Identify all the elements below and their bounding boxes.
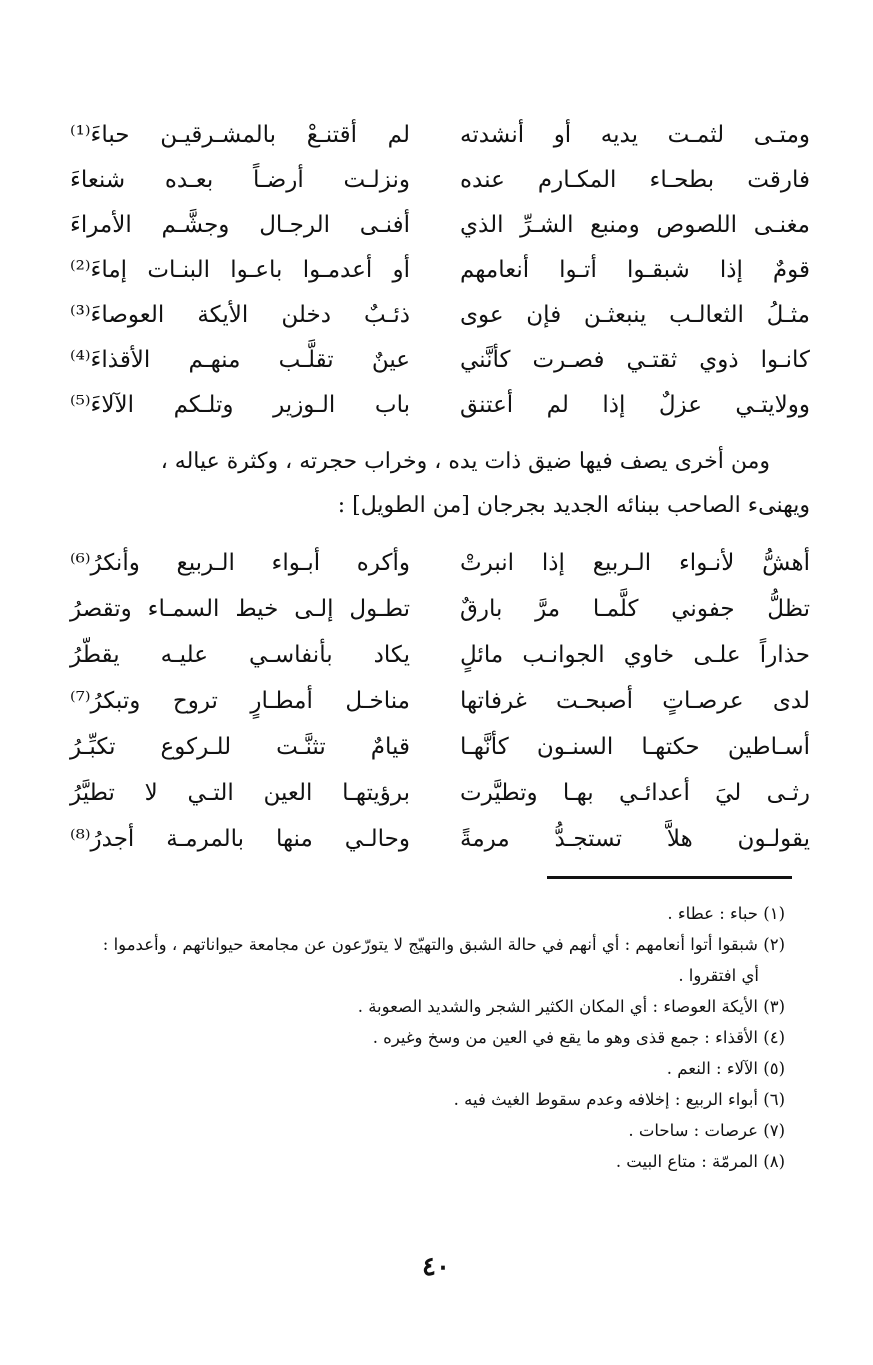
verse-second-hemistich: ونزلـت أرضـاً بعـده شنعاءَ (70, 166, 410, 193)
footnote: (٥) الآلاء : النعم . (666, 1059, 785, 1078)
verse-second-hemistich: عينٌ تقلَّـب منهـم الأقذاءَ⁽⁴⁾ (70, 346, 410, 373)
footnote: (٣) الأيكة العوصاء : أي المكان الكثير الشجر والشديد الصعوبة . (357, 997, 785, 1016)
footnote: (٧) عرصات : ساحات . (628, 1121, 785, 1140)
verse-first-hemistich: ومتـى لثمـت يديه أو أنشدته (460, 121, 810, 148)
verse (70, 157, 810, 202)
footnote: (٤) الأقذاء : جمع قذى وهو ما يقع في العين من وسخ وغيره . (372, 1028, 785, 1047)
verse-second-hemistich: باب الـوزير وتلـكم الآلاءَ⁽⁵⁾ (70, 391, 410, 418)
verse-first-hemistich: أسـاطين حكتهـا السنـون كأنَّهـا (460, 734, 810, 760)
footnote: (٨) المرمّة : متاع البيت . (615, 1152, 785, 1171)
verse-first-hemistich: قومٌ إذا شبقـوا أتـوا أنعامهم (460, 256, 810, 283)
verse-second-hemistich: وحالـي منها بالمرمـة أجدرُ⁽⁸⁾ (70, 826, 410, 852)
footnote-continuation: أي افتقروا . (678, 966, 759, 985)
verse-first-hemistich: رثـى ليَ أعدائـي بهـا وتطيَّرت (460, 780, 810, 806)
verse (70, 724, 810, 770)
verse-second-hemistich: لم أقتنـعْ بالمشـرقيـن حباءَ⁽¹⁾ (70, 121, 410, 148)
verse-second-hemistich: برؤيتهـا العين التـي لا تطيَّرُ (70, 780, 410, 806)
verse (70, 540, 810, 586)
verse (70, 247, 810, 292)
verse (70, 382, 810, 427)
verse-second-hemistich: وأكره أبـواء الـربيع وأنكرُ⁽⁶⁾ (70, 550, 410, 576)
verse-second-hemistich: أفنـى الرجـال وجشَّـم الأمراءَ (70, 211, 410, 238)
poem-first (70, 112, 810, 427)
verse-first-hemistich: يقولـون هلاَّ تستجـدُّ مرمةً (460, 826, 810, 852)
footnote: (٦) أبواء الربيع : إخلافه وعدم سقوط الغيث فيه . (453, 1090, 785, 1109)
verse-first-hemistich: مثـلُ الثعالـب ينبعثـن فإن عوى (460, 301, 810, 328)
verse-first-hemistich: أهشُّ لأنـواء الـربيع إذا انبرتْ (460, 550, 810, 576)
verse-first-hemistich: فارقت بطحـاء المكـارم عنده (460, 166, 810, 193)
verse (70, 816, 810, 862)
verse-first-hemistich: لدى عرصـاتٍ أصبحـت غرفاتها (460, 688, 810, 714)
verse-second-hemistich: قيامٌ تثنَّـت للـركوع تكبِّـرُ (70, 734, 410, 760)
footnote: (١) حباء : عطاء . (667, 904, 785, 923)
verse-first-hemistich: كانـوا ذوي ثقتـي فصـرت كأنَّني (460, 346, 810, 373)
footnote: (٢) شبقوا أتوا أنعامهم : أي أنهم في حالة الشبق والتهيّج لا يتورّعون عن مجامعة حيواناتهم ، وأعدموا : (102, 935, 785, 954)
verse-first-hemistich: حذاراً علـى خاوي الجوانـب مائلٍ (460, 642, 810, 668)
verse (70, 292, 810, 337)
verse (70, 678, 810, 724)
verse (70, 337, 810, 382)
verse-first-hemistich: وولايتـي عزلٌ إذا لم أعتنق (460, 391, 810, 418)
verse (70, 202, 810, 247)
verse (70, 632, 810, 678)
footnotes (70, 898, 785, 1177)
prose-line: ومن أخرى يصف فيها ضيق ذات يده ، وخراب حجرته ، وكثرة عياله ، (160, 449, 770, 474)
verse-second-hemistich: ذئـبٌ دخلن الأيكة العوصاءَ⁽³⁾ (70, 301, 410, 328)
verse-second-hemistich: يكاد بأنفاسـي عليـه يقطّرُ (70, 642, 410, 668)
verse-second-hemistich: تطـول إلـى خيط السمـاء وتقصرُ (70, 596, 410, 622)
verse (70, 112, 810, 157)
prose-line: ويهنىء الصاحب ببنائه الجديد بجرجان [من الطويل] : (337, 493, 810, 518)
prose-introduction (70, 440, 810, 528)
verse-first-hemistich: تظلُّ جفوني كلَّمـا مرَّ بارقٌ (460, 596, 810, 622)
verse (70, 586, 810, 632)
poem-second (70, 540, 810, 862)
verse-second-hemistich: مناخـل أمطـارٍ تروح وتبكرُ⁽⁷⁾ (70, 688, 410, 714)
page-number: ٤٠ (422, 1252, 450, 1282)
verse (70, 770, 810, 816)
footnote-divider (547, 876, 792, 879)
verse-second-hemistich: أو أعدمـوا باعـوا البنـات إماءَ⁽²⁾ (70, 256, 410, 283)
verse-first-hemistich: مغنـى اللصوص ومنبع الشـرِّ الذي (460, 211, 810, 238)
